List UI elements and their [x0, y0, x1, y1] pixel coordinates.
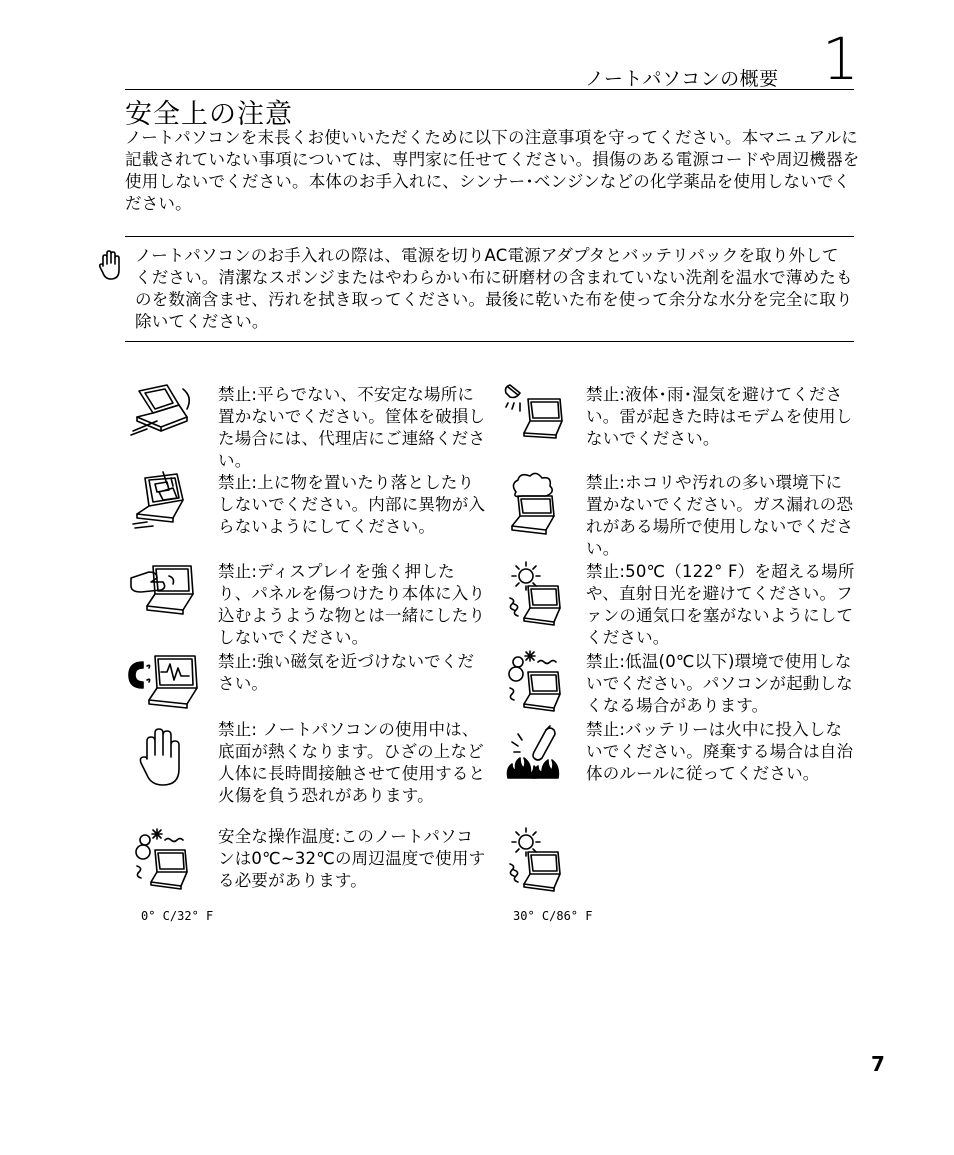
- page-number: 7: [871, 1052, 885, 1076]
- warning-text: 禁止:50℃（122° F）を超える場所や、直射日光を避けてください。ファンの通気口を塞がないようにしてください。: [586, 562, 855, 647]
- warning-text: 禁止: ノートパソコンの使用中は、底面が熱くなります。ひざの上など人体に長時間接触させて使用すると火傷を負う恐れがあります。: [218, 720, 486, 805]
- note-text: ノートパソコンのお手入れの際は、電源を切りAC電源アダプタとバッテリパックを取り外してください。清潔なスポンジまたはやわらかい布に研磨材の含まれていない洗剤を温水で薄めたものを数滴含ませ、汚れを拭き取ってください。最後に乾いた布を使って余分な水分を完全に取り除いてください。: [135, 246, 853, 331]
- warning-text: 禁止:平らでない、不安定な場所に置かないでください。筐体を破損した場合には、代理店にご連絡ください。: [218, 385, 486, 470]
- chapter-title: ノートパソコンの概要: [585, 68, 779, 90]
- cold-icon: [127, 826, 199, 898]
- warning-text: 禁止:低温(0℃以下)環境で使用しないでください。パソコンが起動しなくなる場合があります。: [586, 652, 853, 715]
- hand-icon: [98, 248, 124, 282]
- note-rule-top: [125, 236, 854, 237]
- intro-paragraph: ノートパソコンを末長くお使いいただくために以下の注意事項を守ってください。本マニュアルに記載されていない事項については、専門家に任せてください。損傷のある電源コードや周辺機器を使用しないでください。本体のお手入れに、シンナー･ベンジンなどの化学薬品を使用しないでください。: [125, 128, 860, 213]
- warning-text: 禁止:上に物を置いたり落としたりしないでください。内部に異物が入らないようにしてください。: [218, 473, 486, 536]
- warning-text: 禁止:強い磁気を近づけないでください。: [218, 652, 475, 693]
- hand-icon: [127, 725, 199, 797]
- warning-text: 禁止:液体･雨･湿気を避けてください。雷が起きた時はモデムを使用しないでください。: [586, 385, 853, 448]
- warning-text: 禁止:ホコリや汚れの多い環境下に置かないでください。ガス漏れの恐れがある場所で使用しないでください。: [586, 473, 854, 558]
- section-title: 安全上の注意: [125, 99, 293, 130]
- header-rule: [125, 89, 854, 90]
- battery-fire-icon: [504, 722, 576, 794]
- unstable-surface-icon: [127, 381, 199, 453]
- sun-heat-icon: [500, 826, 572, 898]
- warning-text: 安全な操作温度:このノートパソコンは0℃~32℃の周辺温度で使用する必要があります。: [218, 827, 486, 890]
- temperature-caption-high: 30° C/86° F: [513, 909, 593, 923]
- warning-text: 禁止:バッテリーは火中に投入しないでください。廃棄する場合は自治体のルールに従ってください。: [586, 720, 854, 783]
- chapter-number: 1: [822, 25, 859, 93]
- sun-heat-icon: [500, 560, 572, 632]
- liquid-rain-icon: [500, 381, 572, 453]
- cold-icon: [500, 648, 572, 720]
- note-rule-bottom: [125, 341, 854, 342]
- falling-objects-icon: [127, 470, 199, 542]
- magnet-icon: [127, 648, 199, 720]
- temperature-caption-low: 0° C/32° F: [141, 909, 214, 923]
- press-display-icon: [127, 560, 199, 632]
- dust-icon: [500, 470, 572, 542]
- warning-text: 禁止:ディスプレイを強く押したり、パネルを傷つけたり本体に入り込むようような物とは一緒にしたりしないでください。: [218, 562, 486, 647]
